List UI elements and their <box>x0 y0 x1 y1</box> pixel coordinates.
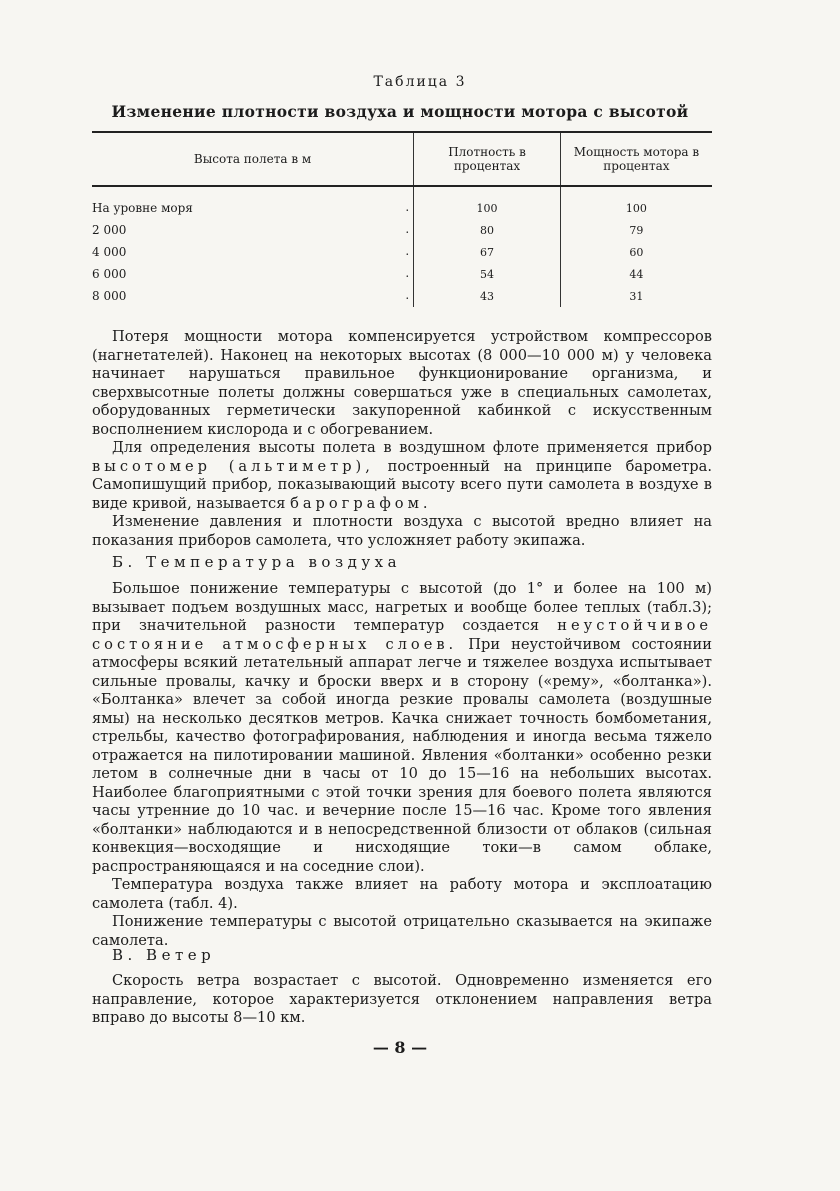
table-caption: Таблица 3 <box>373 74 467 90</box>
density-power-table <box>92 131 712 307</box>
header-density: Плотность в процентах <box>414 132 561 186</box>
section-b-text <box>92 580 712 950</box>
table-row: 8 000 . 43 31 <box>92 285 712 307</box>
table-row: 6 000 . 54 44 <box>92 263 712 285</box>
row-altitude: 6 000 <box>92 267 127 281</box>
spaced-term: барографом. <box>290 494 432 512</box>
row-density: 54 <box>414 263 561 285</box>
spaced-term: неустойчивое состояние атмосферных слоев. <box>92 617 713 653</box>
paragraph: Для определения высоты полета в воздушном флоте применяется прибор высотомер (альтиметр), построенный на принципе барометра. Самопишущий прибор, показывающий высоту всего пути самолета в воздухе в виде кривой, называется барографом. <box>92 439 712 512</box>
row-power: 79 <box>560 219 712 241</box>
table-row: 4 000 . 67 60 <box>92 241 712 263</box>
paragraph: Скорость ветра возрастает с высотой. Одновременно изменяется его направление, которое характеризуется отклонением направления ветра вправо до высоты 8—10 км. <box>92 972 712 1026</box>
row-density: 67 <box>414 241 561 263</box>
section-heading: В. Ветер <box>112 946 216 964</box>
table-title: Изменение плотности воздуха и мощности мотора с высотой <box>111 102 689 121</box>
row-density: 80 <box>414 219 561 241</box>
spaced-term: высотомер (альтиметр), <box>92 457 374 475</box>
section-a-text <box>92 328 712 550</box>
row-power: 60 <box>560 241 712 263</box>
paragraph: Понижение температуры с высотой отрицательно сказывается на экипаже самолета. <box>92 913 712 949</box>
page-number: — 8 — <box>372 1038 428 1057</box>
row-altitude: 4 000 <box>92 245 127 259</box>
row-density: 43 <box>414 285 561 307</box>
section-c-text <box>92 972 712 1028</box>
row-density: 100 <box>414 197 561 219</box>
row-power: 44 <box>560 263 712 285</box>
row-altitude: 8 000 <box>92 289 127 303</box>
paragraph: Большое понижение температуры с высотой (до 1° и более на 100 м) вызывает подъем воздушных масс, нагретых и вообще более теплых (табл.3); при значительной разности температур создается неустойчивое состояние атмосферных слоев. При неустойчивом состоянии атмосферы всякий летательный аппарат легче и тяжелее воздуха испытывает сильные провалы, качку и броски вверх и в сторону («рему», «болтанка»). «Болтанка» влечет за собой иногда резкие провалы самолета (воздушные ямы) на несколько десятков метров. Качка снижает точность бомбометания, стрельбы, качество фотографирования, наблюдения и иногда весьма тяжело отражается на пилотировании машиной. Явления «болтанки» особенно резки летом в солнечные дни в часы от 10 до 15—16 на небольших высотах. Наиболее благоприятными с этой точки зрения для боевого полета являются часы утренние до 10 час. и вечерние после 15—16 час. Кроме того явления «болтанки» наблюдаются и в непосредственной близости от облаков (сильная конвекция—восходящие и нисходящие токи—в самом облаке, распространяющаяся и на соседние слои). <box>92 580 713 875</box>
table-row: 2 000 . 80 79 <box>92 219 712 241</box>
row-power: 31 <box>560 285 712 307</box>
row-altitude: 2 000 <box>92 223 127 237</box>
paragraph: Температура воздуха также влияет на работу мотора и эксплоатацию самолета (табл. 4). <box>92 876 712 912</box>
row-altitude: На уровне моря <box>92 201 193 215</box>
section-heading: Б. Температура воздуха <box>112 553 402 571</box>
table-row: На уровне моря . 100 100 <box>92 197 712 219</box>
row-power: 100 <box>560 197 712 219</box>
table-header-row <box>92 132 712 186</box>
paragraph: Изменение давления и плотности воздуха с высотой вредно влияет на показания приборов самолета, что усложняет работу экипажа. <box>92 513 712 549</box>
header-altitude: Высота полета в м <box>92 132 414 186</box>
header-power: Мощность мотора в процентах <box>560 132 712 186</box>
paragraph: Потеря мощности мотора компенсируется устройством компрессоров (нагнетателей). Наконец на некоторых высотах (8 000—10 000 м) у человека начинает нарушаться правильное функционирование организма, и сверхвысотные полеты должны совершаться уже в специальных самолетах, оборудованных герметически закупоренной кабинкой с искусственным восполнением кислорода и с обогреванием. <box>92 328 712 438</box>
